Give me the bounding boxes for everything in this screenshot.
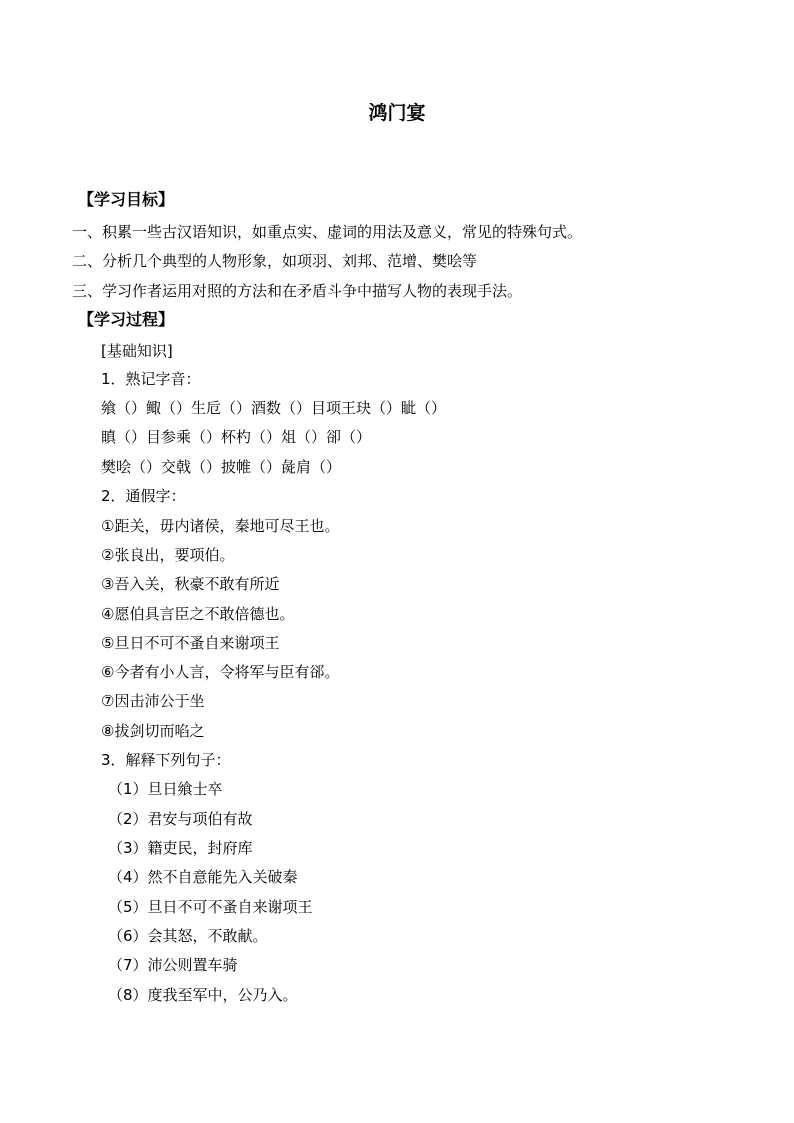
loanword-item-1: ①距关，毋内诸侯，秦地可尽王也。 bbox=[101, 517, 340, 535]
pronunciation-line-3: 樊哙（）交戟（）披帷（）彘肩（） bbox=[101, 458, 342, 476]
loanword-item-3: ③吾入关，秋豪不敢有所近 bbox=[101, 575, 280, 593]
sentence-item-7: （7）沛公则置车骑 bbox=[108, 956, 238, 974]
pronunciation-line-2: 瞋（）目参乘（）杯杓（）俎（）卻（） bbox=[101, 428, 372, 446]
section-heading-learning-process: 【学习过程】 bbox=[78, 310, 175, 329]
sentence-item-2: （2）君安与项伯有故 bbox=[108, 810, 253, 828]
part2-title: 2．通假字： bbox=[101, 487, 186, 505]
loanword-item-4: ④愿伯具言臣之不敢倍德也。 bbox=[101, 605, 295, 623]
goal-item-2: 二、分析几个典型的人物形象，如项羽、刘邦、范增、樊哙等 bbox=[72, 252, 478, 270]
part3-title: 3．解释下列句子： bbox=[101, 751, 231, 769]
sub-heading-basic-knowledge: [基础知识] bbox=[101, 342, 173, 360]
sentence-item-1: （1）旦日飨士卒 bbox=[108, 780, 223, 798]
sentence-item-4: （4）然不自意能先入关破秦 bbox=[108, 868, 298, 886]
section-heading-learning-goals: 【学习目标】 bbox=[78, 190, 175, 209]
goal-item-1: 一、积累一些古汉语知识，如重点实、虚词的用法及意义，常见的特殊句式。 bbox=[72, 223, 583, 241]
loanword-item-7: ⑦因击沛公于坐 bbox=[101, 692, 205, 710]
loanword-item-5: ⑤旦日不可不蚤自来谢项王 bbox=[101, 634, 280, 652]
sentence-item-8: （8）度我至军中，公乃入。 bbox=[108, 986, 298, 1004]
sentence-item-5: （5）旦日不可不蚤自来谢项王 bbox=[108, 898, 313, 916]
sentence-item-3: （3）籍吏民，封府库 bbox=[108, 839, 253, 857]
pronunciation-line-1: 飨（）鲰（）生卮（）酒数（）目项王玦（）眦（） bbox=[101, 399, 447, 417]
goal-item-3: 三、学习作者运用对照的方法和在矛盾斗争中描写人物的表现手法。 bbox=[72, 282, 523, 300]
document-title: 鸿门宴 bbox=[368, 102, 426, 124]
sentence-item-6: （6）会其怒，不敢献。 bbox=[108, 927, 268, 945]
loanword-item-8: ⑧拔剑切而啗之 bbox=[101, 722, 205, 740]
loanword-item-2: ②张良出，要项伯。 bbox=[101, 546, 235, 564]
loanword-item-6: ⑥今者有小人言，令将军与臣有郤。 bbox=[101, 663, 340, 681]
part1-title: 1．熟记字音： bbox=[101, 370, 201, 388]
